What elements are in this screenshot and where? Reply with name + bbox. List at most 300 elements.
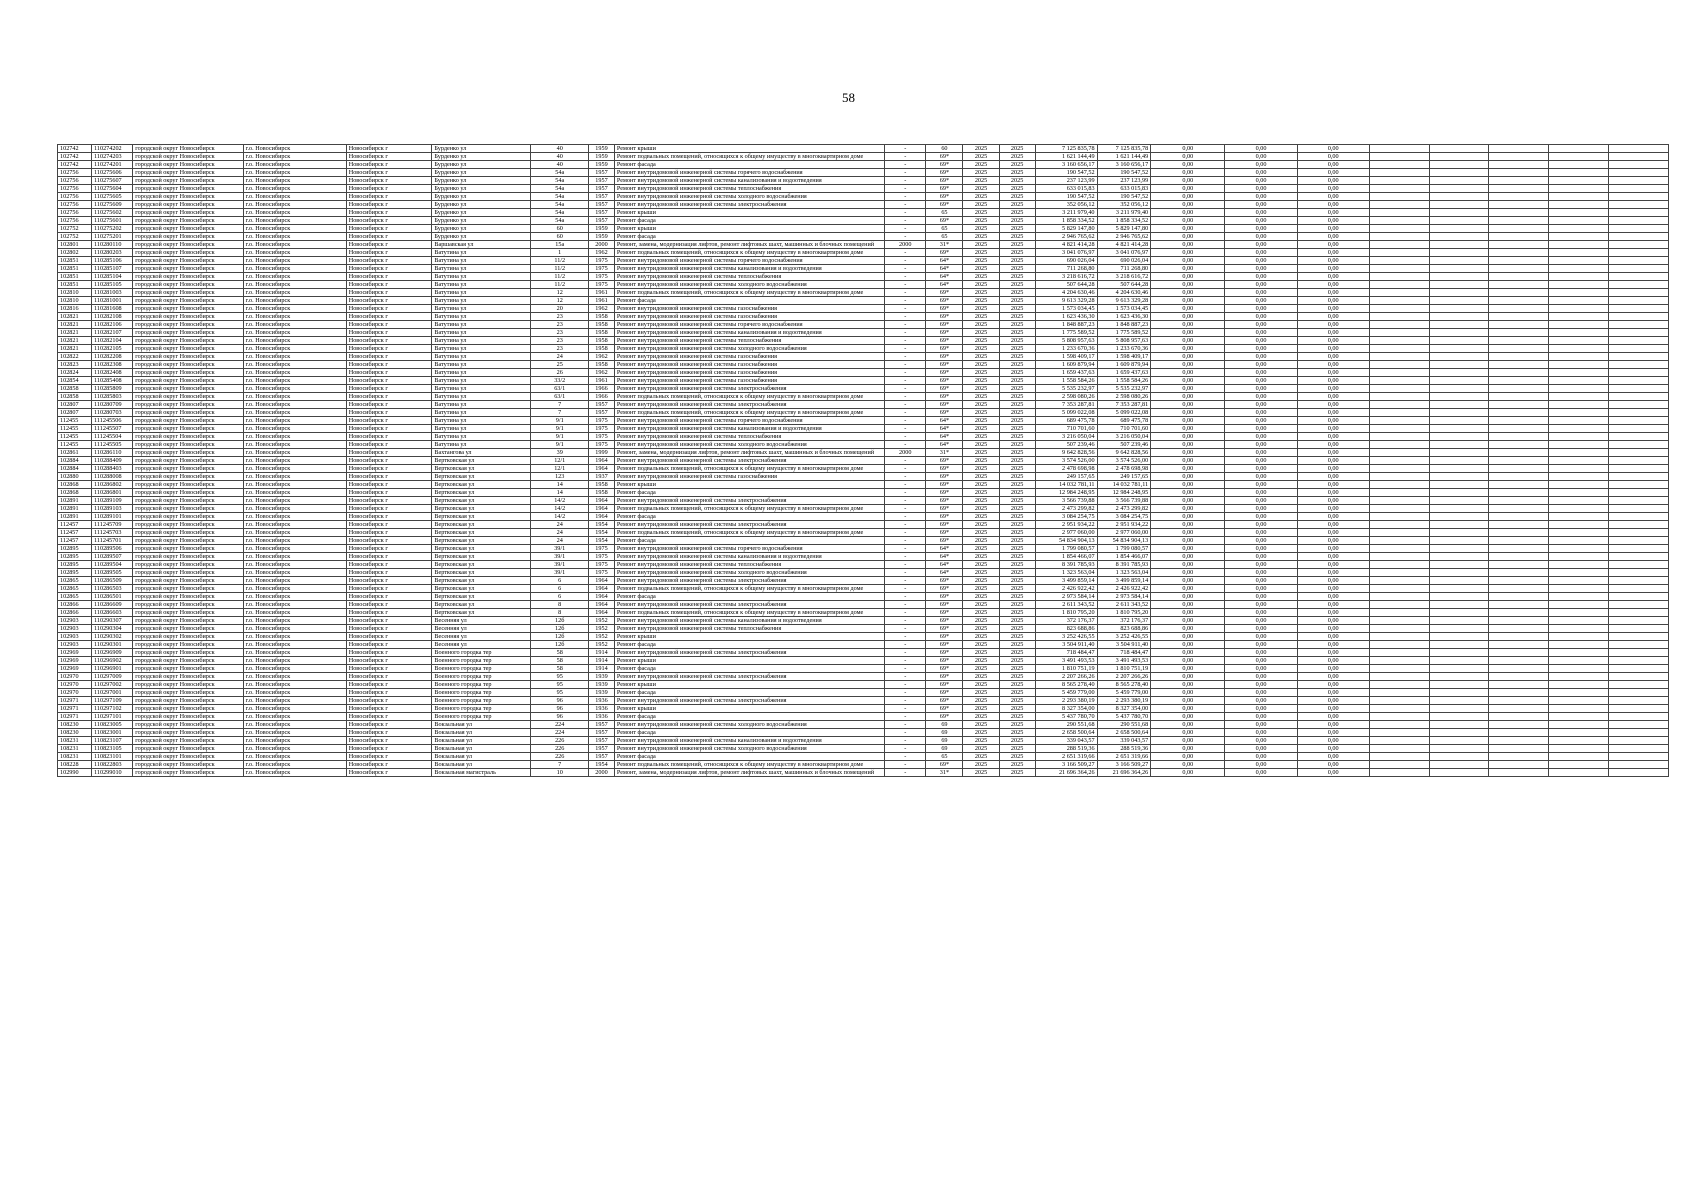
cell-district: г.о. Новосибирск: [243, 313, 346, 321]
cell-settlement: Новосибирск г: [346, 305, 432, 313]
cell-fund-cost: 7 353 287,81: [1097, 401, 1151, 409]
cell-budget-regional: 0,00: [1225, 273, 1297, 281]
cell-street: Бурденко ул: [432, 145, 531, 153]
cell-budget-regional: 0,00: [1225, 665, 1297, 673]
table-row: [58, 753, 1669, 761]
cell-work-type: Ремонт фасада: [614, 161, 884, 169]
cell-empty: [1429, 545, 1489, 553]
cell-empty: [1549, 713, 1609, 721]
table-row: [58, 153, 1669, 161]
cell-lift-year: -: [885, 761, 926, 769]
cell-empty: [1429, 345, 1489, 353]
cell-municipality: городской округ Новосибирск: [133, 385, 243, 393]
cell-empty: [1549, 265, 1609, 273]
cell-lift-year: -: [885, 385, 926, 393]
cell-municipality: городской округ Новосибирск: [133, 345, 243, 353]
cell-settlement: Новосибирск г: [346, 241, 432, 249]
cell-lift-year: -: [885, 161, 926, 169]
cell-settlement: Новосибирск г: [346, 209, 432, 217]
cell-work-type: Ремонт внутридомовой инженерной системы электроснабжения: [614, 577, 884, 585]
cell-lift-year: -: [885, 217, 926, 225]
cell-empty: [1369, 385, 1429, 393]
table-row: [58, 241, 1669, 249]
cell-budget-federal: 0,00: [1151, 193, 1225, 201]
cell-work-id: 111245701: [92, 537, 133, 545]
cell-wear: 69*: [926, 305, 963, 313]
cell-lift-year: -: [885, 625, 926, 633]
table-row: [58, 657, 1669, 665]
cell-empty: [1369, 249, 1429, 257]
cell-empty: [1369, 449, 1429, 457]
cell-work-type: Ремонт внутридомовой инженерной системы теплоснабжения: [614, 561, 884, 569]
cell-build-year: 1957: [589, 185, 615, 193]
cell-budget-federal: 0,00: [1151, 185, 1225, 193]
cell-municipality: городской округ Новосибирск: [133, 225, 243, 233]
cell-build-year: 1957: [589, 217, 615, 225]
cell-house-id: 102903: [58, 641, 92, 649]
cell-budget-local: 0,00: [1297, 161, 1369, 169]
cell-empty: [1489, 329, 1549, 337]
cell-plan-year-start: 2025: [963, 233, 999, 241]
cell-work-id: 110282107: [92, 329, 133, 337]
cell-settlement: Новосибирск г: [346, 217, 432, 225]
cell-house-number: 26: [531, 369, 589, 377]
cell-plan-year-start: 2025: [963, 729, 999, 737]
cell-build-year: 1957: [589, 729, 615, 737]
cell-plan-year-start: 2025: [963, 529, 999, 537]
cell-budget-federal: 0,00: [1151, 489, 1225, 497]
cell-fund-cost: 237 123,99: [1097, 177, 1151, 185]
table-row: [58, 641, 1669, 649]
cell-fund-cost: 9 613 329,28: [1097, 297, 1151, 305]
cell-plan-year-start: 2025: [963, 465, 999, 473]
cell-empty: [1549, 217, 1609, 225]
cell-empty: [1369, 497, 1429, 505]
cell-empty: [1549, 465, 1609, 473]
cell-fund-cost: 5 099 022,08: [1097, 409, 1151, 417]
cell-plan-year-start: 2025: [963, 225, 999, 233]
cell-empty: [1609, 201, 1669, 209]
cell-fund-cost: 5 829 147,80: [1097, 225, 1151, 233]
cell-total-cost: 3 166 509,27: [1035, 761, 1097, 769]
cell-wear: 69*: [926, 521, 963, 529]
cell-municipality: городской округ Новосибирск: [133, 185, 243, 193]
cell-work-id: 110823107: [92, 737, 133, 745]
cell-fund-cost: 288 519,36: [1097, 745, 1151, 753]
cell-plan-year-end: 2025: [999, 673, 1035, 681]
cell-work-id: 110282105: [92, 345, 133, 353]
cell-budget-federal: 0,00: [1151, 505, 1225, 513]
cell-plan-year-end: 2025: [999, 345, 1035, 353]
cell-empty: [1429, 593, 1489, 601]
cell-empty: [1489, 409, 1549, 417]
cell-budget-local: 0,00: [1297, 505, 1369, 513]
cell-budget-regional: 0,00: [1225, 361, 1297, 369]
cell-empty: [1429, 417, 1489, 425]
cell-build-year: 1952: [589, 625, 615, 633]
cell-budget-regional: 0,00: [1225, 345, 1297, 353]
cell-house-number: 6: [531, 585, 589, 593]
cell-municipality: городской округ Новосибирск: [133, 353, 243, 361]
cell-street: Военного городка тер: [432, 673, 531, 681]
cell-settlement: Новосибирск г: [346, 593, 432, 601]
cell-lift-year: -: [885, 297, 926, 305]
cell-empty: [1489, 649, 1549, 657]
cell-municipality: городской округ Новосибирск: [133, 697, 243, 705]
cell-wear: 69*: [926, 481, 963, 489]
cell-house-id: 102895: [58, 561, 92, 569]
cell-wear: 69*: [926, 609, 963, 617]
cell-street: Весенняя ул: [432, 625, 531, 633]
cell-empty: [1549, 321, 1609, 329]
cell-plan-year-end: 2025: [999, 769, 1035, 777]
cell-fund-cost: 14 032 781,11: [1097, 481, 1151, 489]
cell-empty: [1429, 289, 1489, 297]
cell-empty: [1429, 601, 1489, 609]
cell-build-year: 1958: [589, 489, 615, 497]
cell-empty: [1489, 585, 1549, 593]
cell-work-type: Ремонт внутридомовой инженерной системы канализования и водоотведения: [614, 617, 884, 625]
table-row: [58, 321, 1669, 329]
cell-empty: [1489, 681, 1549, 689]
cell-total-cost: 8 327 354,00: [1035, 705, 1097, 713]
cell-plan-year-end: 2025: [999, 385, 1035, 393]
cell-build-year: 1975: [589, 569, 615, 577]
cell-budget-local: 0,00: [1297, 561, 1369, 569]
cell-work-type: Ремонт внутридомовой инженерной системы газоснабжения: [614, 473, 884, 481]
cell-work-type: Ремонт фасада: [614, 753, 884, 761]
cell-plan-year-start: 2025: [963, 161, 999, 169]
cell-work-type: Ремонт внутридомовой инженерной системы холодного водоснабжения: [614, 281, 884, 289]
cell-municipality: городской округ Новосибирск: [133, 689, 243, 697]
cell-house-id: 102868: [58, 481, 92, 489]
cell-work-type: Ремонт подвальных помещений, относящихся к общему имуществу в многоквартирном доме: [614, 585, 884, 593]
cell-empty: [1489, 401, 1549, 409]
table-row: [58, 505, 1669, 513]
cell-lift-year: -: [885, 177, 926, 185]
cell-plan-year-end: 2025: [999, 521, 1035, 529]
cell-lift-year: -: [885, 561, 926, 569]
cell-empty: [1549, 305, 1609, 313]
cell-empty: [1489, 673, 1549, 681]
cell-total-cost: 1 558 584,26: [1035, 377, 1097, 385]
cell-empty: [1369, 185, 1429, 193]
cell-empty: [1549, 185, 1609, 193]
cell-plan-year-end: 2025: [999, 705, 1035, 713]
cell-empty: [1429, 353, 1489, 361]
cell-wear: 69*: [926, 497, 963, 505]
cell-empty: [1489, 289, 1549, 297]
cell-plan-year-end: 2025: [999, 249, 1035, 257]
cell-wear: 69*: [926, 513, 963, 521]
cell-empty: [1549, 169, 1609, 177]
cell-plan-year-end: 2025: [999, 649, 1035, 657]
cell-empty: [1489, 529, 1549, 537]
cell-empty: [1489, 745, 1549, 753]
cell-budget-federal: 0,00: [1151, 633, 1225, 641]
cell-budget-federal: 0,00: [1151, 377, 1225, 385]
cell-budget-local: 0,00: [1297, 737, 1369, 745]
cell-house-id: 108230: [58, 721, 92, 729]
cell-budget-federal: 0,00: [1151, 553, 1225, 561]
cell-empty: [1489, 361, 1549, 369]
cell-settlement: Новосибирск г: [346, 681, 432, 689]
cell-plan-year-end: 2025: [999, 449, 1035, 457]
cell-wear: 69*: [926, 457, 963, 465]
cell-empty: [1429, 561, 1489, 569]
cell-empty: [1549, 617, 1609, 625]
cell-budget-local: 0,00: [1297, 433, 1369, 441]
cell-work-id: 110275609: [92, 201, 133, 209]
cell-build-year: 1975: [589, 425, 615, 433]
cell-budget-regional: 0,00: [1225, 697, 1297, 705]
cell-municipality: городской округ Новосибирск: [133, 457, 243, 465]
cell-empty: [1549, 561, 1609, 569]
cell-house-id: 102891: [58, 505, 92, 513]
cell-plan-year-start: 2025: [963, 681, 999, 689]
cell-empty: [1369, 329, 1429, 337]
cell-lift-year: -: [885, 233, 926, 241]
cell-work-id: 110280703: [92, 409, 133, 417]
cell-empty: [1609, 257, 1669, 265]
cell-lift-year: -: [885, 153, 926, 161]
cell-build-year: 1975: [589, 433, 615, 441]
cell-district: г.о. Новосибирск: [243, 209, 346, 217]
cell-empty: [1369, 569, 1429, 577]
cell-budget-federal: 0,00: [1151, 577, 1225, 585]
cell-district: г.о. Новосибирск: [243, 617, 346, 625]
cell-empty: [1549, 161, 1609, 169]
cell-budget-local: 0,00: [1297, 217, 1369, 225]
cell-total-cost: 3 566 739,88: [1035, 497, 1097, 505]
cell-house-number: 6: [531, 593, 589, 601]
cell-fund-cost: 4 821 414,28: [1097, 241, 1151, 249]
cell-total-cost: 3 574 526,00: [1035, 457, 1097, 465]
cell-house-id: 102756: [58, 209, 92, 217]
cell-empty: [1429, 377, 1489, 385]
cell-settlement: Новосибирск г: [346, 673, 432, 681]
cell-municipality: городской округ Новосибирск: [133, 505, 243, 513]
cell-empty: [1429, 209, 1489, 217]
cell-plan-year-end: 2025: [999, 697, 1035, 705]
cell-budget-regional: 0,00: [1225, 673, 1297, 681]
cell-house-number: 7: [531, 409, 589, 417]
cell-build-year: 1936: [589, 705, 615, 713]
cell-fund-cost: 3 574 526,00: [1097, 457, 1151, 465]
cell-empty: [1549, 233, 1609, 241]
page-number: 58: [842, 90, 855, 105]
cell-budget-local: 0,00: [1297, 489, 1369, 497]
cell-house-id: 102865: [58, 593, 92, 601]
cell-total-cost: 823 688,86: [1035, 625, 1097, 633]
cell-empty: [1609, 665, 1669, 673]
cell-house-id: 112455: [58, 425, 92, 433]
cell-budget-local: 0,00: [1297, 697, 1369, 705]
cell-empty: [1609, 689, 1669, 697]
cell-work-type: Ремонт фасада: [614, 665, 884, 673]
cell-budget-local: 0,00: [1297, 225, 1369, 233]
cell-wear: 69: [926, 745, 963, 753]
cell-empty: [1549, 705, 1609, 713]
cell-empty: [1489, 657, 1549, 665]
cell-municipality: городской округ Новосибирск: [133, 265, 243, 273]
cell-plan-year-end: 2025: [999, 425, 1035, 433]
cell-settlement: Новосибирск г: [346, 545, 432, 553]
cell-plan-year-end: 2025: [999, 721, 1035, 729]
cell-wear: 64*: [926, 553, 963, 561]
cell-house-number: 226: [531, 737, 589, 745]
cell-empty: [1549, 449, 1609, 457]
cell-municipality: городской округ Новосибирск: [133, 329, 243, 337]
cell-street: Ватутина ул: [432, 313, 531, 321]
cell-wear: 69*: [926, 697, 963, 705]
cell-lift-year: -: [885, 681, 926, 689]
cell-district: г.о. Новосибирск: [243, 225, 346, 233]
cell-lift-year: -: [885, 641, 926, 649]
cell-empty: [1609, 457, 1669, 465]
cell-total-cost: 1 233 670,36: [1035, 345, 1097, 353]
cell-total-cost: 3 216 050,04: [1035, 433, 1097, 441]
cell-budget-federal: 0,00: [1151, 537, 1225, 545]
cell-municipality: городской округ Новосибирск: [133, 769, 243, 777]
cell-plan-year-start: 2025: [963, 241, 999, 249]
cell-wear: 69*: [926, 633, 963, 641]
cell-wear: 69*: [926, 201, 963, 209]
cell-empty: [1369, 241, 1429, 249]
cell-budget-federal: 0,00: [1151, 425, 1225, 433]
cell-house-number: 39/1: [531, 553, 589, 561]
cell-plan-year-end: 2025: [999, 737, 1035, 745]
cell-total-cost: 1 609 879,94: [1035, 361, 1097, 369]
cell-work-id: 110823101: [92, 753, 133, 761]
cell-district: г.о. Новосибирск: [243, 681, 346, 689]
cell-district: г.о. Новосибирск: [243, 497, 346, 505]
cell-lift-year: -: [885, 601, 926, 609]
cell-empty: [1489, 729, 1549, 737]
cell-street: Вертковская ул: [432, 529, 531, 537]
cell-empty: [1609, 649, 1669, 657]
cell-budget-regional: 0,00: [1225, 585, 1297, 593]
cell-lift-year: -: [885, 497, 926, 505]
cell-district: г.о. Новосибирск: [243, 321, 346, 329]
cell-empty: [1609, 505, 1669, 513]
cell-house-number: 96: [531, 713, 589, 721]
cell-lift-year: -: [885, 585, 926, 593]
cell-empty: [1369, 721, 1429, 729]
cell-municipality: городской округ Новосибирск: [133, 705, 243, 713]
cell-house-id: 112455: [58, 417, 92, 425]
cell-budget-federal: 0,00: [1151, 617, 1225, 625]
cell-district: г.о. Новосибирск: [243, 241, 346, 249]
cell-fund-cost: 2 293 380,19: [1097, 697, 1151, 705]
cell-budget-local: 0,00: [1297, 537, 1369, 545]
cell-budget-local: 0,00: [1297, 201, 1369, 209]
cell-budget-local: 0,00: [1297, 377, 1369, 385]
cell-lift-year: -: [885, 769, 926, 777]
cell-wear: 69: [926, 721, 963, 729]
cell-lift-year: -: [885, 369, 926, 377]
cell-municipality: городской округ Новосибирск: [133, 617, 243, 625]
cell-wear: 69*: [926, 193, 963, 201]
cell-empty: [1429, 249, 1489, 257]
cell-budget-local: 0,00: [1297, 417, 1369, 425]
cell-work-type: Ремонт внутридомовой инженерной системы электроснабжения: [614, 457, 884, 465]
cell-empty: [1609, 609, 1669, 617]
cell-budget-federal: 0,00: [1151, 433, 1225, 441]
cell-wear: 65: [926, 209, 963, 217]
cell-budget-regional: 0,00: [1225, 209, 1297, 217]
cell-work-type: Ремонт внутридомовой инженерной системы теплоснабжения: [614, 337, 884, 345]
cell-budget-regional: 0,00: [1225, 625, 1297, 633]
cell-budget-regional: 0,00: [1225, 521, 1297, 529]
cell-budget-federal: 0,00: [1151, 393, 1225, 401]
cell-work-type: Ремонт внутридомовой инженерной системы канализования и водоотведения: [614, 553, 884, 561]
cell-work-type: Ремонт крыши: [614, 633, 884, 641]
cell-house-id: 102756: [58, 177, 92, 185]
cell-empty: [1609, 513, 1669, 521]
cell-empty: [1549, 145, 1609, 153]
cell-empty: [1489, 641, 1549, 649]
cell-lift-year: -: [885, 313, 926, 321]
cell-house-number: 40: [531, 145, 589, 153]
cell-budget-regional: 0,00: [1225, 753, 1297, 761]
cell-plan-year-end: 2025: [999, 681, 1035, 689]
cell-wear: 64*: [926, 425, 963, 433]
cell-empty: [1549, 345, 1609, 353]
cell-fund-cost: 8 565 278,40: [1097, 681, 1151, 689]
cell-plan-year-end: 2025: [999, 633, 1035, 641]
cell-empty: [1369, 673, 1429, 681]
cell-budget-local: 0,00: [1297, 577, 1369, 585]
cell-lift-year: -: [885, 377, 926, 385]
cell-work-id: 110289505: [92, 569, 133, 577]
cell-wear: 69*: [926, 217, 963, 225]
cell-empty: [1609, 289, 1669, 297]
cell-work-id: 110289507: [92, 553, 133, 561]
cell-empty: [1429, 241, 1489, 249]
cell-empty: [1549, 609, 1609, 617]
cell-empty: [1429, 729, 1489, 737]
table-row: [58, 681, 1669, 689]
cell-budget-local: 0,00: [1297, 281, 1369, 289]
cell-wear: 69*: [926, 329, 963, 337]
cell-wear: 69*: [926, 617, 963, 625]
cell-budget-regional: 0,00: [1225, 569, 1297, 577]
cell-house-number: 95: [531, 681, 589, 689]
cell-work-id: 110297102: [92, 705, 133, 713]
cell-budget-federal: 0,00: [1151, 481, 1225, 489]
cell-settlement: Новосибирск г: [346, 393, 432, 401]
cell-plan-year-end: 2025: [999, 529, 1035, 537]
cell-house-id: 102823: [58, 361, 92, 369]
table-row: [58, 449, 1669, 457]
cell-street: Ватутина ул: [432, 441, 531, 449]
cell-empty: [1489, 369, 1549, 377]
cell-wear: 69*: [926, 313, 963, 321]
cell-build-year: 1939: [589, 673, 615, 681]
cell-fund-cost: 1 323 563,04: [1097, 569, 1151, 577]
table-row: [58, 745, 1669, 753]
cell-budget-regional: 0,00: [1225, 409, 1297, 417]
cell-work-type: Ремонт внутридомовой инженерной системы горячего водоснабжения: [614, 545, 884, 553]
cell-house-id: 102858: [58, 393, 92, 401]
cell-empty: [1369, 345, 1429, 353]
cell-plan-year-start: 2025: [963, 593, 999, 601]
cell-budget-local: 0,00: [1297, 425, 1369, 433]
cell-work-type: Ремонт подвальных помещений, относящихся к общему имуществу в многоквартирном доме: [614, 505, 884, 513]
cell-fund-cost: 633 015,83: [1097, 185, 1151, 193]
cell-municipality: городской округ Новосибирск: [133, 529, 243, 537]
